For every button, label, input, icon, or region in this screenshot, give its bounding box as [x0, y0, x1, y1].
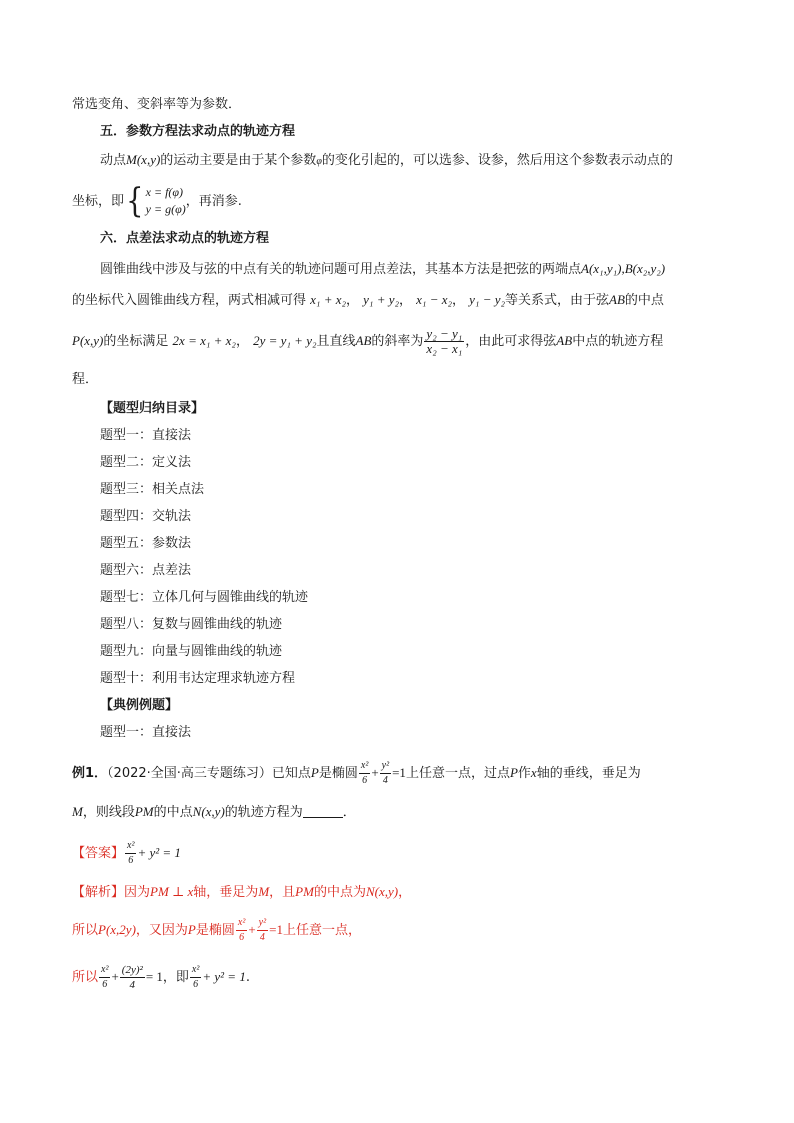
- result-rest: + y² = 1: [202, 969, 246, 984]
- toc-item-10: 题型十：利用韦达定理求轨迹方程: [100, 671, 296, 686]
- example1-line2: [72, 802, 356, 823]
- section5-paragraph-line1: [100, 150, 673, 172]
- text-span: ，由此可求得弦: [465, 334, 557, 349]
- example-label: 例1．: [72, 766, 108, 781]
- ellipse-fraction-x: [359, 759, 370, 788]
- math-p: P: [310, 765, 319, 780]
- text-span: （2022·全国·高三专题练习）已知点: [107, 766, 311, 781]
- text-span: 轴的垂线，垂足为: [536, 766, 641, 781]
- math-n: N(x,y): [365, 884, 399, 899]
- equals-one: =1: [392, 765, 406, 780]
- text-span: 所以: [72, 923, 99, 938]
- math-expr: x₁ − x₂: [416, 292, 453, 307]
- fraction-numerator: y²: [257, 916, 268, 931]
- text-span: 的坐标满足: [103, 334, 169, 349]
- fraction-numerator: x²: [99, 963, 110, 978]
- answer-fraction: [125, 839, 136, 868]
- fraction-numerator: y²: [380, 759, 391, 774]
- result-fraction: [190, 963, 201, 992]
- text-span: 的运动主要是由于某个参数: [160, 153, 317, 168]
- text-span: 是椭圆: [195, 923, 235, 938]
- toc-heading: 【题型归纳目录】: [100, 401, 205, 416]
- text-span: 圆锥曲线中涉及与弦的中点有关的轨迹问题可用点差法，其基本方法是把弦的两端点: [100, 262, 582, 277]
- answer-rest: + y² = 1: [137, 845, 181, 860]
- system-rows: [146, 184, 186, 218]
- equals-one: =1: [269, 922, 283, 937]
- system-row-2: y = g(φ): [145, 202, 186, 216]
- toc-item-4: 题型四：交轨法: [100, 509, 192, 524]
- text-span: 因为: [124, 885, 151, 900]
- examples-heading: 【典例例题】: [100, 698, 179, 713]
- math-expr: y₁ − y₂: [469, 292, 506, 307]
- section6-heading: 六．点差法求动点的轨迹方程: [100, 231, 270, 246]
- answer-line: [72, 838, 181, 869]
- fraction-denominator: 6: [102, 979, 108, 990]
- math-expr: 2x = x₁ + x₂: [172, 333, 236, 348]
- text-span: ，再消参.: [185, 193, 242, 209]
- text-span: 的中点为: [313, 885, 366, 900]
- text-span: ，且: [269, 885, 296, 900]
- answer-label: 【答案】: [72, 846, 125, 861]
- fraction-denominator: 4: [382, 775, 388, 786]
- analysis-line2: [72, 915, 361, 946]
- equation-system: [124, 181, 186, 221]
- math-p-coords: P(x,2y): [98, 922, 136, 937]
- toc-item-3: 题型三：相关点法: [100, 482, 205, 497]
- text-span: 上任意一点，过点: [405, 766, 510, 781]
- math-m: M: [72, 804, 83, 819]
- math-n: N(x,y): [192, 804, 225, 819]
- toc-item-1: 题型一：直接法: [100, 428, 192, 443]
- ellipse-fraction-y: [380, 759, 391, 788]
- intro-line: [72, 95, 241, 115]
- text-span: 且直线: [316, 334, 356, 349]
- text-span: 所以: [72, 970, 99, 985]
- section6-paragraph-line4: 程．: [72, 372, 99, 387]
- fraction-denominator: x₂ − x₁: [426, 341, 463, 356]
- fraction-denominator: 4: [129, 979, 136, 991]
- fraction-numerator: x²: [125, 839, 136, 854]
- fraction-numerator: x²: [190, 963, 201, 978]
- text-span: 等关系式，由于弦: [505, 293, 610, 308]
- toc-item-8: 题型八：复数与圆锥曲线的轨迹: [100, 617, 283, 632]
- fraction-denominator: 6: [128, 855, 134, 866]
- text-span: ，即: [162, 970, 189, 985]
- toc-item-7: 题型七：立体几何与圆锥曲线的轨迹: [100, 590, 309, 605]
- text-span: 的变化引起的，可以选参、设参，然后用这个参数表示动点的: [321, 153, 673, 168]
- fraction-denominator: 6: [193, 979, 199, 990]
- section5-heading: 五．参数方程法求动点的轨迹方程: [100, 124, 296, 139]
- analysis-line1: [72, 882, 411, 903]
- text-span: 的斜率为: [371, 334, 424, 349]
- analysis-label: 【解析】: [72, 885, 125, 900]
- plus-sign: +: [248, 922, 256, 937]
- math-point-m: M(x,y): [126, 152, 161, 167]
- system-row-1: x = f(φ): [145, 185, 184, 199]
- analysis-line3: [72, 962, 250, 993]
- text-span: 中点的轨迹方程: [572, 334, 664, 349]
- fraction-numerator: x²: [359, 759, 370, 774]
- fraction-x: [99, 963, 110, 992]
- ellipse-fraction-x: [236, 916, 247, 945]
- fraction-numerator: x²: [236, 916, 247, 931]
- example1-line1: [72, 758, 641, 789]
- text-span: 上任意一点，: [282, 923, 361, 938]
- fraction-denominator: 4: [259, 932, 265, 943]
- slope-fraction: [424, 327, 464, 356]
- toc-item-2: 题型二：定义法: [100, 455, 192, 470]
- toc-item-5: 题型五：参数法: [100, 536, 192, 551]
- math-p: P: [187, 922, 196, 937]
- math-expr: x₁ + x₂: [310, 292, 347, 307]
- math-ab: AB: [355, 333, 372, 348]
- fraction-denominator: 6: [362, 775, 368, 786]
- section6-paragraph-line3: P(x,y)的坐标满足 2x = x₁ + x₂， 2y = y₁ + y₂且直线AB的斜率为 $\frac{\text{y₂ − y₁}}{\text{x₂ − x₁}}$ ，由此可求得弦AB中点的轨迹方程: [72, 326, 664, 356]
- answer-blank: [303, 803, 343, 818]
- text-span: 轴，垂足为: [193, 885, 259, 900]
- ellipse-fraction-y: [257, 916, 268, 945]
- text-span: 动点: [100, 153, 127, 168]
- math-p: P: [509, 765, 518, 780]
- text-span: 的中点: [153, 805, 193, 820]
- math-expr: y₁ + y₂: [363, 292, 400, 307]
- text-span: 坐标，即: [72, 193, 125, 209]
- text-span: 的轨迹方程为: [224, 805, 303, 820]
- math-point-p: P(x,y): [72, 333, 104, 348]
- math-x: x: [530, 765, 537, 780]
- math-ab: AB: [609, 292, 625, 307]
- fraction-numerator: y₂ − y₁: [426, 326, 463, 341]
- section6-paragraph-line1: [100, 259, 665, 280]
- text-span: 的中点: [624, 293, 664, 308]
- equals-one: = 1: [145, 969, 163, 984]
- math-perp: PM ⊥ x: [150, 884, 194, 899]
- text-span: ．: [342, 805, 356, 820]
- plus-sign: +: [111, 969, 119, 984]
- text-span: ，则线段: [82, 805, 135, 820]
- math-phi: φ: [316, 156, 322, 167]
- fraction-2y: [120, 963, 145, 992]
- text-span: 的坐标代入圆锥曲线方程，两式相减可得: [72, 293, 307, 308]
- text-span: ，又因为: [135, 923, 188, 938]
- math-ab: AB: [556, 333, 573, 348]
- intro-text: 常选变角、变斜率等为参数．: [72, 97, 242, 112]
- toc-item-9: 题型九：向量与圆锥曲线的轨迹: [100, 644, 283, 659]
- examples-type1: 题型一：直接法: [100, 725, 192, 740]
- math-expr: 2y = y₁ + y₂: [253, 333, 317, 348]
- text-span: ，: [398, 885, 412, 900]
- section6-paragraph-line2: 的坐标代入圆锥曲线方程，两式相减可得 x₁ + x₂， y₁ + y₂， x₁ − x₂， y₁ − y₂等关系式，由于弦AB的中点: [72, 292, 664, 308]
- math-endpoints: A(x₁,y₁),B(x₂,y₂): [581, 261, 666, 276]
- brace-glyph: {: [126, 181, 144, 221]
- text-span: 是椭圆: [318, 766, 358, 781]
- section5-paragraph-line2: [72, 181, 242, 221]
- math-m: M: [258, 884, 270, 899]
- fraction-numerator: (2y)²: [121, 964, 143, 976]
- math-pm: PM: [295, 884, 314, 899]
- text-span: .: [245, 970, 250, 985]
- text-span: 作: [517, 766, 531, 781]
- plus-sign: +: [371, 765, 379, 780]
- math-pm: PM: [134, 804, 154, 819]
- toc-item-6: 题型六：点差法: [100, 563, 192, 578]
- fraction-denominator: 6: [239, 932, 245, 943]
